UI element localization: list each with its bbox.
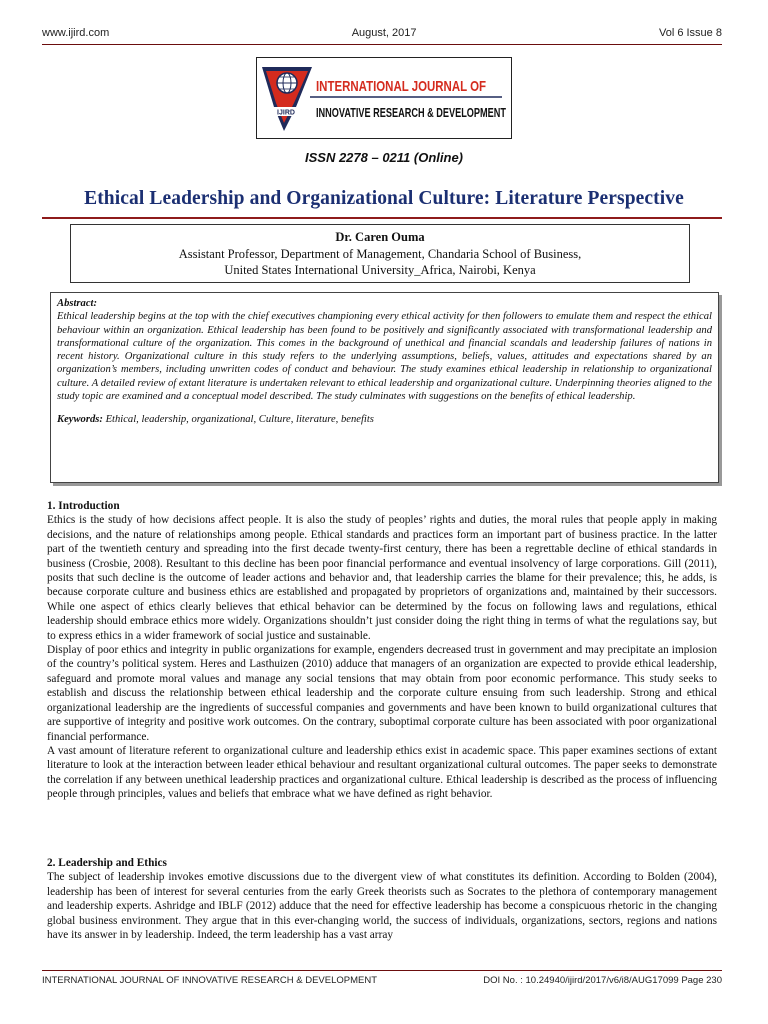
author-name: Dr. Caren Ouma xyxy=(335,230,425,244)
issn-line: ISSN 2278 – 0211 (Online) xyxy=(305,150,463,165)
body-paragraph: A vast amount of literature referent to organizational culture and leadership ethics exist in academic space. This paper examines sections of extant literature to look at the interaction between leader ethical behaviour and resultant organizational cultural outcomes. The paper seeks to demonstrate the correlation if any between unethical leadership practices and organizational culture. Ethical leadership is described as the process of influencing people through principles, values and beliefs that embrace what we have defined as right behavior. xyxy=(47,744,717,801)
issue-date: August, 2017 xyxy=(351,27,417,39)
header-rule xyxy=(42,44,722,45)
section-heading: 1. Introduction xyxy=(47,500,120,512)
title-rule xyxy=(42,217,722,219)
journal-logo-graphic xyxy=(256,57,512,139)
footer-journal-name: INTERNATIONAL JOURNAL OF INNOVATIVE RESEARCH & DEVELOPMENT xyxy=(42,975,378,986)
section-introduction xyxy=(47,499,717,802)
journal-logo xyxy=(256,57,512,139)
author-affiliation-2: United States International University_Africa, Nairobi, Kenya xyxy=(224,263,536,277)
section-heading: 2. Leadership and Ethics xyxy=(47,857,167,869)
section-leadership-ethics xyxy=(47,856,717,942)
footer-doi-page: DOI No. : 10.24940/ijird/2017/v6/i8/AUG17099 Page 230 xyxy=(483,975,722,986)
paper-title: Ethical Leadership and Organizational Culture: Literature Perspective xyxy=(84,188,684,209)
volume-issue: Vol 6 Issue 8 xyxy=(658,27,722,39)
body-paragraph: The subject of leadership invokes emotive discussions due to the divergent view of what constitutes its definition. According to Bolden (2004), leadership has been of interest for several centuries from the early Greek theorists such as Socrates to the plethora of contemporary management and leadership experts. Ashridge and IBLF (2012) adduce that the need for effective leadership has become a conspicuous rhetoric in the changing global business environment. They argue that in this ever-changing world, the success of individuals, organizations, sectors, regions and nations have its answer in by leadership. Indeed, the term leadership has a vast array xyxy=(47,871,717,942)
logo-line-2: INNOVATIVE RESEARCH & DEVELOPMENT xyxy=(316,106,507,120)
abstract-box xyxy=(50,292,719,483)
running-footer xyxy=(42,975,722,986)
body-paragraph: Display of poor ethics and integrity in public organizations for example, engenders decreased trust in government and may precipitate an implosion of the country’s political system. Heres and Lasthuizen (2010) adduce that managers of an organization are expected to provide ethical leadership, safeguard and promote moral values and manage any social tensions that may obtain from poor economic performance. This study seeks to establish and discuss the relationship between ethical leadership and the corporate culture ensuing from such leadership. Strong and ethical organizational leadership are the ingredients of successful companies and governments and have been known to build organizational cultures that are supportive of integrity and positive work outcomes. On the contrary, suboptimal corporate culture has been associated with poor organizational financial performance. xyxy=(47,644,717,743)
keywords-text: Ethical, leadership, organizational, Culture, literature, benefits xyxy=(105,414,374,426)
logo-line-1: INTERNATIONAL JOURNAL OF xyxy=(316,78,486,95)
body-paragraph: Ethics is the study of how decisions affect people. It is also the study of peoples’ rights and duties, the moral rules that people apply in making decisions, and the nature of relationships among people. Ethical standards and practices form an important part of business practice. In the latter part of the twentieth century and spreading into the first decade twenty-first century, there has been a regrettable decline of ethical standards in business (Crosbie, 2008). Resultant to this decline has been poor financial performance and eventual insolvency of large corporations. Gill (2011), posits that such decline is the outcome of leader actions and behavior and, that leadership carries the blame for their prevalence; this, he adds, is because corporate culture and business ethics are established and propagated by proprietors of organizations and, maintained by their successors. While one aspect of ethics clearly believes that ethical behavior can be determined by the focus on following laws and regulations, ethical leadership should embrace ethics more widely. Organizations shouldn’t just consider doing the right thing in terms of what the regulations say, but to express ethics in a wider framework of social justice and sustainable. xyxy=(47,514,717,642)
footer-rule xyxy=(42,970,722,971)
abstract-label: Abstract: xyxy=(57,298,98,309)
running-header xyxy=(42,27,722,45)
keywords-line xyxy=(57,413,712,426)
journal-website: www.ijird.com xyxy=(42,27,110,39)
author-affiliation-1: Assistant Professor, Department of Management, Chandaria School of Business, xyxy=(178,246,582,261)
emblem-label: IJIRD xyxy=(277,109,295,117)
author-box xyxy=(70,224,690,283)
keywords-label: Keywords: xyxy=(57,414,103,426)
abstract-text: Ethical leadership begins at the top with the chief executives championing every ethical activity for then followers to emulate them and respect the ethical behaviour within an organization. Ethical leadership has been found to be positively and significantly associated with transformational leadership and transformational culture of the organization. This comes in the background of unethical and financial scandals and leadership failures of nations in recent history. Organizational culture in this study refers to the underlying assumptions, beliefs, values, attitudes and expectations shared by an organization’s members, including unwritten codes of conduct and behaviour. The study examines ethical leadership in relationship to organizational culture. A detailed review of extant literature is undertaken relevant to ethical leadership and organizational culture. Underpinning theories aligned to the study topic are examined and a conceptual model described. The study culminates with suggestions on the benefits of ethical leadership. xyxy=(57,311,712,403)
